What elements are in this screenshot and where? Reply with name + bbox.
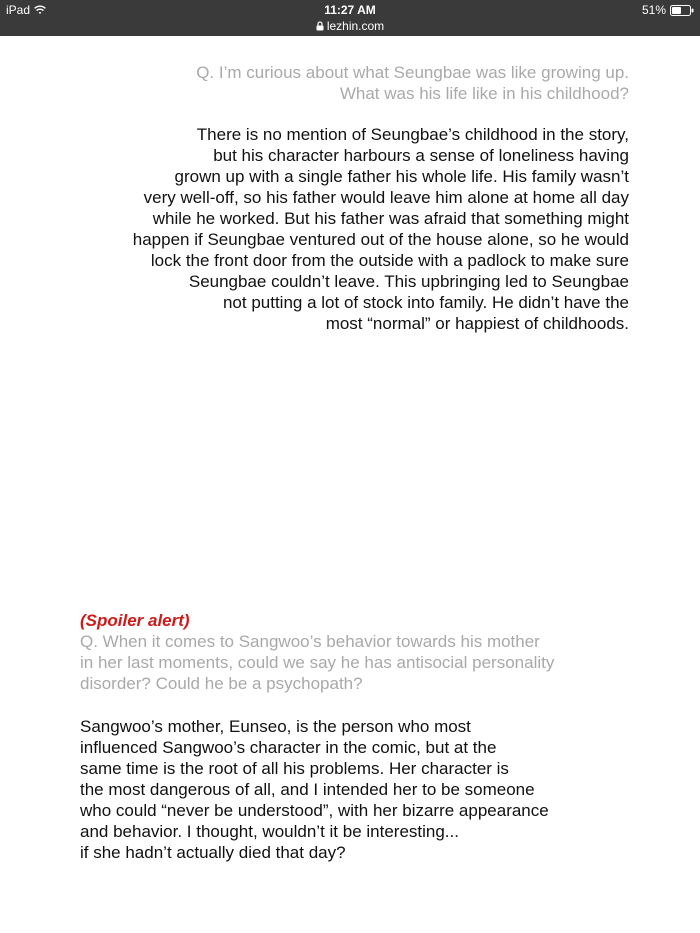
address-bar[interactable]	[0, 19, 700, 33]
status-time: 11:27 AM	[324, 3, 376, 17]
lock-icon	[316, 21, 324, 31]
status-right	[642, 3, 694, 17]
battery-percent: 51%	[641, 3, 666, 17]
answer-seungbae: There is no mention of Seungbae’s childhood in the story, but his character harbours a sense of loneliness having grown up with a single father his whole life. His family wasn’t very well-off, so his father would leave him alone at home all day while he worked. But his father was afraid that something might happen if Seungbae ventured out of the house alone, so he would lock the front door from the outside with a padlock to make sure Seungbae couldn’t leave. This upbringing led to Seungbae not putting a lot of stock into family. He didn’t have the most “normal” or happiest of childhoods.	[132, 125, 629, 333]
page-content	[0, 36, 700, 933]
question-seungbae: Q. I’m curious about what Seungbae was like growing up. What was his life like in his childhood?	[196, 63, 629, 103]
answer-sangwoo: Sangwoo’s mother, Eunseo, is the person who most influenced Sangwoo’s character in the comic, but at the same time is the root of all his problems. Her character is the most dangerous of all, and I intended her to be someone who could “never be understood”, with her bizarre appearance and behavior. I thought, wouldn’t it be interesting... if she hadn’t actually died that day?	[80, 717, 549, 862]
status-bar	[0, 0, 700, 36]
question-sangwoo: Q. When it comes to Sangwoo’s behavior towards his mother in her last moments, could we say he has antisocial personality disorder? Could he be a psychopath?	[80, 632, 555, 693]
device-name: iPad	[6, 3, 31, 17]
address-url: lezhin.com	[326, 19, 385, 33]
battery-icon	[670, 5, 694, 16]
spoiler-alert-label: (Spoiler alert)	[80, 611, 190, 630]
